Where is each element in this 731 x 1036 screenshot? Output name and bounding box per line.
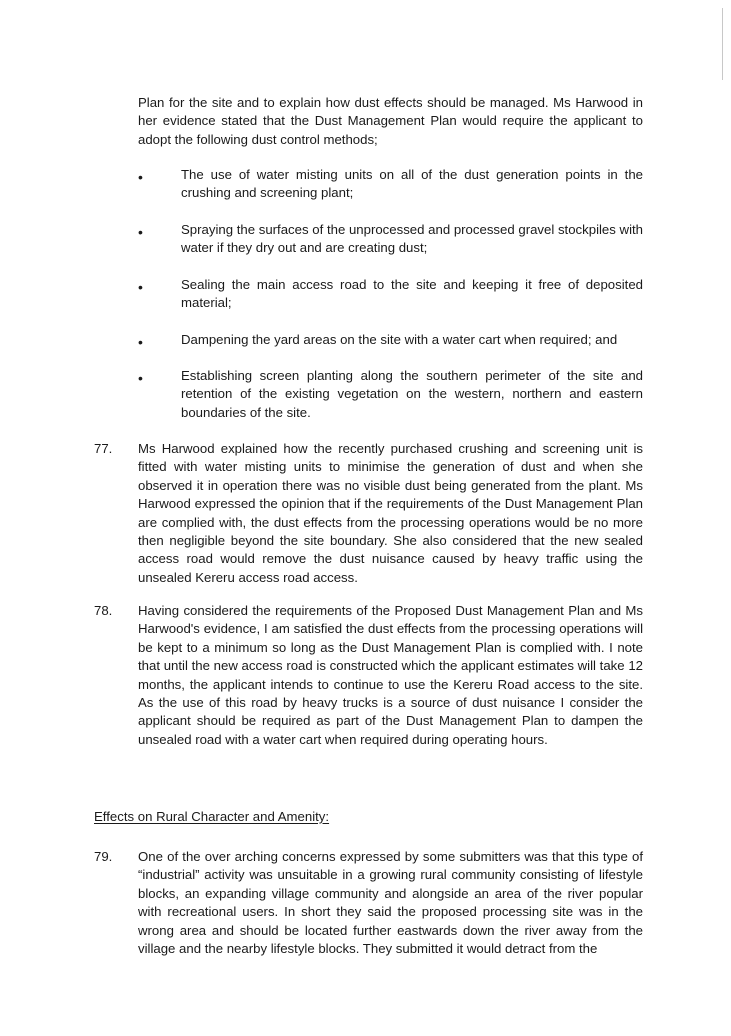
bullet-marker: • (138, 334, 143, 350)
bullet-marker: • (138, 169, 143, 185)
paragraph-number-78: 78. (94, 603, 113, 618)
paragraph-number-79: 79. (94, 849, 113, 864)
paragraph-number-77: 77. (94, 441, 113, 456)
bullet-marker: • (138, 224, 143, 240)
bullet-item-yard-areas: Dampening the yard areas on the site with a water cart when required; and (181, 332, 618, 347)
intro-paragraph: Plan for the site and to explain how dust effects should be managed. Ms Harwood in her evidence stated that the Dust Management Plan would require the applicant to adopt the following dust control methods; (138, 95, 643, 147)
bullet-item-misting: The use of water misting units on all of the dust generation points in the crushing and screening plant; (181, 167, 643, 201)
paragraph-79: One of the over arching concerns expressed by some submitters was that this type of “industrial” activity was unsuitable in a growing rural community consisting of lifestyle blocks, an expanding village community and alongside an area of the river popular with recreational users. In short they said the proposed processing site was in the wrong area and should be located further eastwards down the river away from the village and the nearby lifestyle blocks. They submitted it would detract from the (138, 849, 643, 957)
bullet-marker: • (138, 279, 143, 295)
scan-edge-line (722, 8, 723, 80)
section-heading: Effects on Rural Character and Amenity: (94, 809, 330, 824)
bullet-marker: • (138, 370, 143, 386)
bullet-item-stockpiles: Spraying the surfaces of the unprocessed and processed gravel stockpiles with water if they dry out and are creating dust; (181, 222, 643, 256)
bullet-item-screen-planting: Establishing screen planting along the southern perimeter of the site and retention of the existing vegetation on the western, northern and eastern boundaries of the site. (181, 368, 643, 420)
bullet-item-access-road: Sealing the main access road to the site and keeping it free of deposited material; (181, 277, 643, 311)
paragraph-78: Having considered the requirements of the Proposed Dust Management Plan and Ms Harwood's evidence, I am satisfied the dust effects from the processing operations will be kept to a minimum so long as the Dust Management Plan is complied with. I note that until the new access road is constructed which the applicant estimates will take 12 months, the applicant intends to continue to use the Kereru Road access to the site. As the use of this road by heavy trucks is a source of dust nuisance I consider the applicant should be required as part of the Dust Management Plan to dampen the unsealed road with a water cart when required during operating hours. (138, 603, 643, 747)
paragraph-77: Ms Harwood explained how the recently purchased crushing and screening unit is fitted with water misting units to minimise the generation of dust and when she observed it in operation there was no visible dust being generated from the plant. Ms Harwood expressed the opinion that if the requirements of the Dust Management Plan are complied with, the dust effects from the processing operations would be no more then negligible beyond the site boundary. She also considered that the new sealed access road would remove the dust nuisance caused by heavy traffic using the unsealed Kereru access road access. (138, 441, 643, 585)
